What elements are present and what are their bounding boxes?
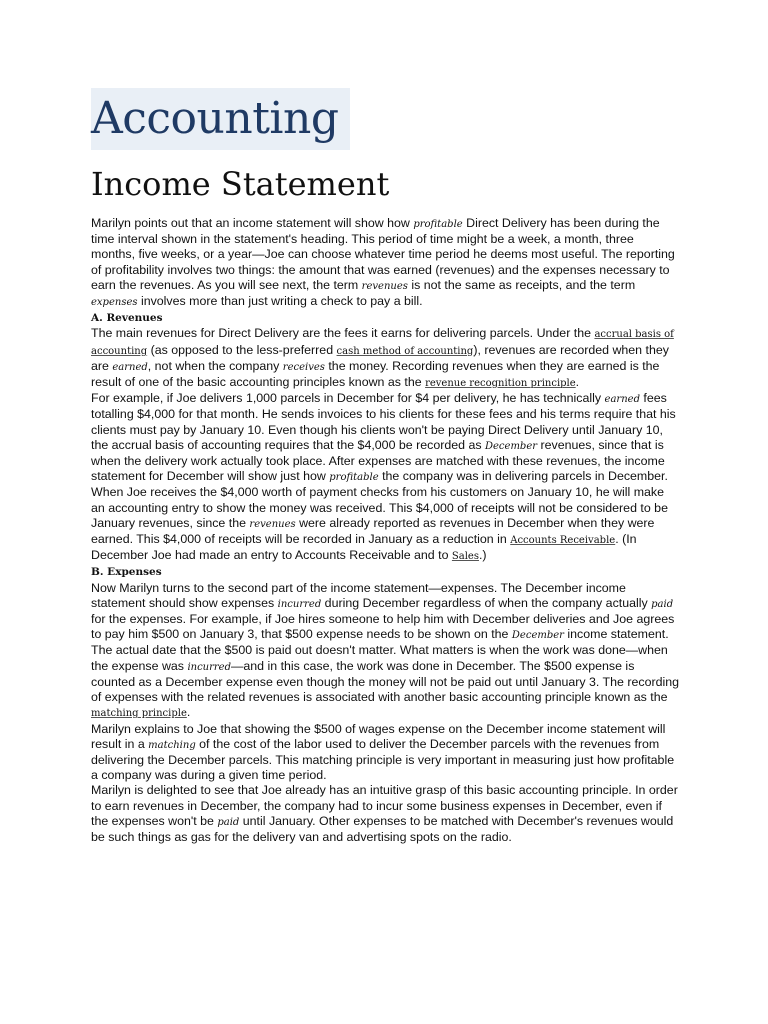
subheading-text: B. Expenses xyxy=(91,566,162,579)
emphasis-text: matching xyxy=(148,739,196,751)
paragraph-p5 xyxy=(91,581,681,722)
glossary-link[interactable]: matching principle xyxy=(91,708,187,720)
body-text: (as opposed to the less-preferred xyxy=(147,342,337,357)
body-text: fees totalling $4,000 for that month. He sends invoices to his clients for these fees and his terms require that his clients must pay by January 10. Even though his clients won't be paying Direct Delivery until January 10, the accrual basis of accounting requires that the $4,000 be recorded as xyxy=(91,391,676,452)
body-text: Marilyn points out that an income statement will show how xyxy=(91,216,414,230)
title-highlight xyxy=(91,88,350,150)
emphasis-text: earned xyxy=(112,361,148,373)
glossary-link[interactable]: accrual basis of accounting xyxy=(91,329,674,357)
body-text: revenues, since that is when the delivery work actually took place. After expenses are matched with these revenues, the income statement for December will show just how xyxy=(91,437,665,484)
body-text: . xyxy=(575,375,580,390)
emphasis-text: December xyxy=(511,630,564,642)
body-text: Now Marilyn turns to the second part of the income statement—expenses. The December income statement should show expenses xyxy=(91,580,626,610)
body-text: until January. Other expenses to be matched with December's revenues would be such things as gas for the delivery van and advertising spots on the radio. xyxy=(91,813,674,844)
body-text: , not when the company xyxy=(147,358,283,373)
body-text: were already reported as revenues in December when they were earned. This $4,000 of receipts will be recorded in January as a reduction in xyxy=(91,515,655,547)
body-text: during December regardless of when the company actually xyxy=(321,595,652,610)
body-text: The main revenues for Direct Delivery are the fees it earns for delivering parcels. Under the xyxy=(91,326,595,341)
body-text: ), revenues are recorded when they are xyxy=(91,342,669,373)
subheading-text: A. Revenues xyxy=(91,312,163,325)
body-text: the money. Recording revenues when they are earned is the result of one of the basic accounting principles known as the xyxy=(91,358,660,390)
subheading-expenses xyxy=(91,564,681,580)
emphasis-text: paid xyxy=(217,816,240,828)
glossary-link[interactable]: Sales xyxy=(451,551,479,563)
body-text: For example, if Joe delivers 1,000 parcels in December for $4 per delivery, he has technically xyxy=(91,391,605,406)
emphasis-text: profitable xyxy=(329,472,379,484)
body-text: of the cost of the labor used to deliver the December parcels with the revenues from delivering the December parcels. This matching principle is very important in measuring just how profitable a company was during a given time period. xyxy=(91,736,675,783)
body-text: is not the same as receipts, and the term xyxy=(407,277,636,292)
body-text: involves more than just writing a check to pay a bill. xyxy=(137,294,423,309)
body-text: .) xyxy=(478,548,487,563)
emphasis-text: incurred xyxy=(277,598,322,610)
emphasis-text: receives xyxy=(282,361,325,373)
emphasis-text: revenues xyxy=(361,280,408,292)
emphasis-text: earned xyxy=(604,394,640,406)
subheading-revenues xyxy=(91,310,681,326)
glossary-link[interactable]: Accounts Receivable xyxy=(510,535,616,547)
emphasis-text: revenues xyxy=(249,518,296,530)
body-text: income statement. The actual date that the $500 is paid out doesn't matter. What matters is when the work was done—when the expense was xyxy=(91,627,669,673)
body-text: Direct Delivery has been during the time interval shown in the statement's heading. This period of time might be a week, a month, three months, five weeks, or a year—Joe can choose whatever time period he deems most useful. The reporting of profitability involves two things: the amount that was earned (revenues) and the expenses necessary to earn the revenues. As you will see next, the term xyxy=(91,216,675,292)
emphasis-text: profitable xyxy=(413,219,463,230)
section-title: Income Statement xyxy=(91,165,390,203)
paragraph-p4 xyxy=(91,485,681,564)
glossary-link[interactable]: revenue recognition principle xyxy=(425,378,576,390)
paragraph-p7 xyxy=(91,783,681,845)
page-title: Accounting xyxy=(91,93,339,144)
body-text: . (In December Joe had made an entry to Accounts Receivable and to xyxy=(91,532,637,563)
paragraph-p3 xyxy=(91,391,681,485)
body-text: When Joe receives the $4,000 worth of payment checks from his customers on January 10, he will make an accounting entry to show the money was received. This $4,000 of receipts will not be considered to be January revenues, since the xyxy=(91,485,668,530)
emphasis-text: December xyxy=(485,440,538,452)
article-body xyxy=(91,216,681,845)
body-text: Marilyn is delighted to see that Joe already has an intuitive grasp of this basic accounting principle. In order to earn revenues in December, the company had to incur some business expenses in December, even if the expenses won't be xyxy=(91,783,678,828)
emphasis-text: expenses xyxy=(91,297,138,309)
document-page xyxy=(91,88,681,845)
body-text: the company was in delivering parcels in December. xyxy=(378,469,668,484)
paragraph-p2 xyxy=(91,326,681,391)
body-text: for the expenses. For example, if Joe hires someone to help him with December deliveries and Joe agrees to pay him $500 on January 3, that $500 expense needs to be shown on the xyxy=(91,612,675,642)
paragraph-p1 xyxy=(91,216,681,310)
body-text: Marilyn explains to Joe that showing the $500 of wages expense on the December income statement will result in a xyxy=(91,721,666,751)
paragraph-p6 xyxy=(91,722,681,784)
emphasis-text: paid xyxy=(651,598,674,610)
body-text: . xyxy=(186,705,191,720)
glossary-link[interactable]: cash method of accounting xyxy=(336,345,474,357)
body-text: —and in this case, the work was done in December. The $500 expense is counted as a December expense even though the money will not be paid out until January 3. The recording of expenses with the related revenues is associated with another basic accounting principle known as the xyxy=(91,658,680,705)
emphasis-text: incurred xyxy=(187,661,231,673)
